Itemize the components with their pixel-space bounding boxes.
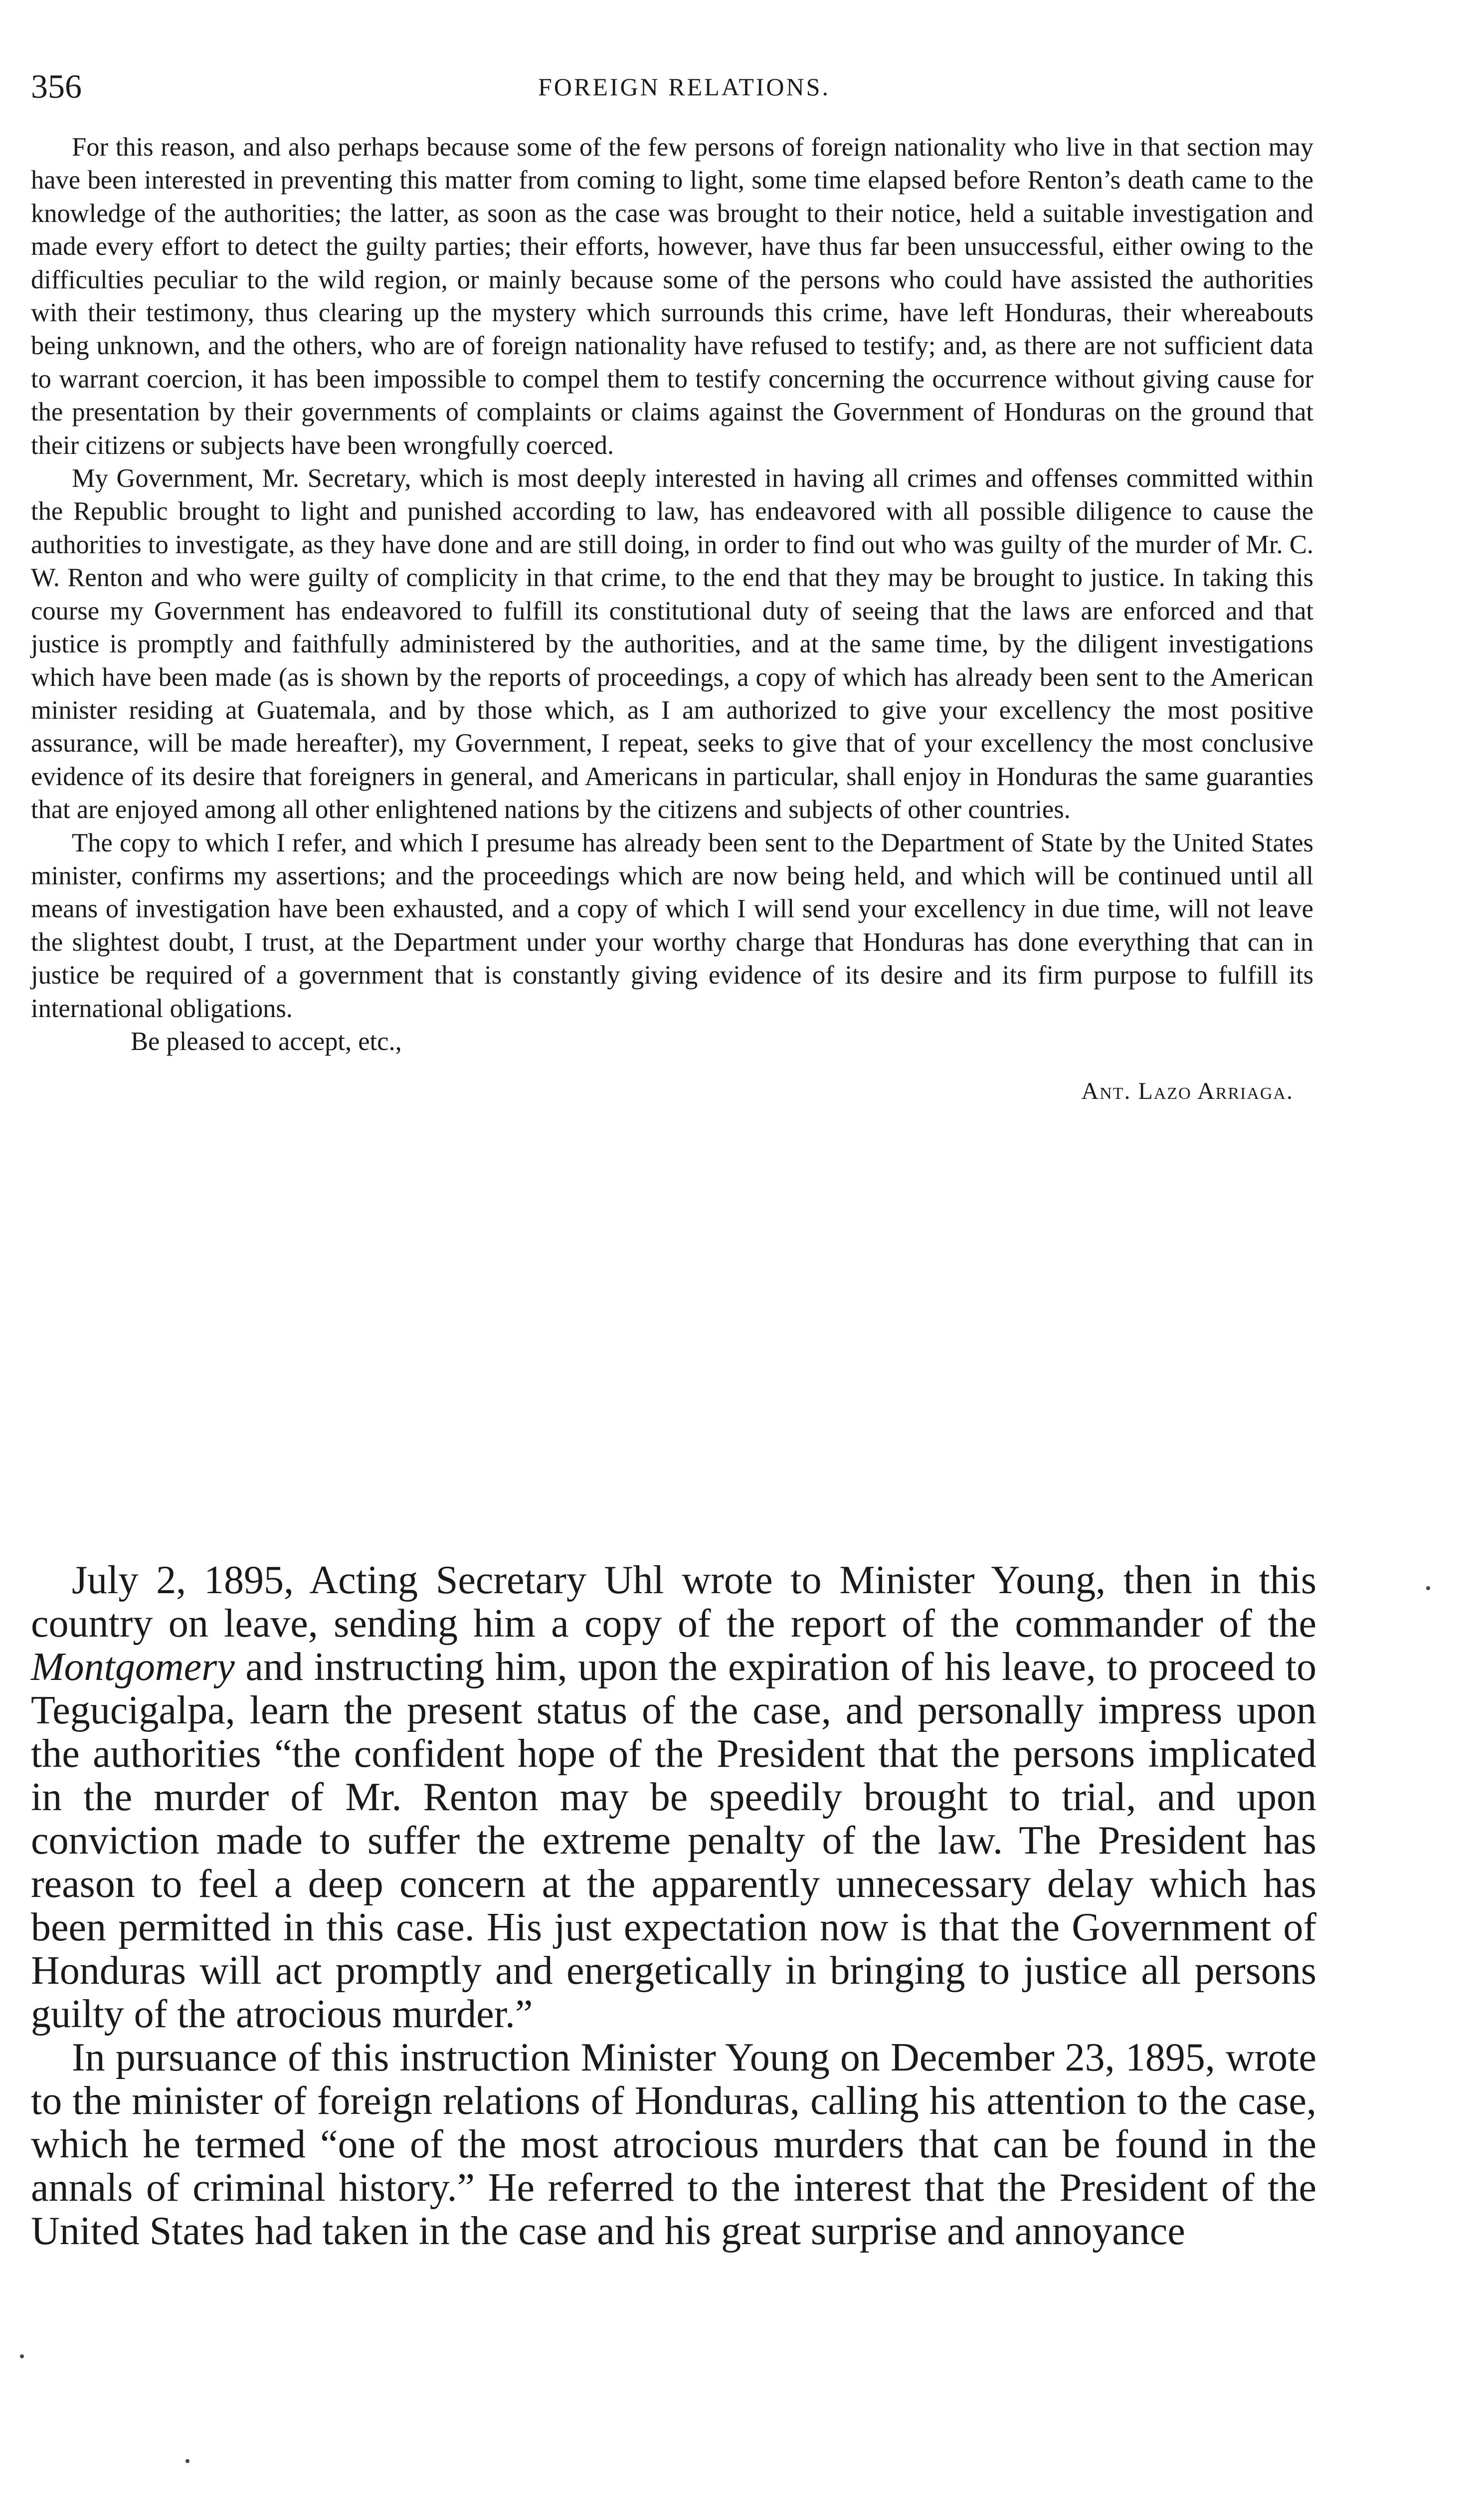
stray-mark — [186, 2459, 189, 2463]
narrative-text: July 2, 1895, Acting Secretary Uhl wrote to Minister Young, then in this country on leave, sending him a copy of the report of the commander of the — [31, 1558, 1316, 1646]
letter-signature — [31, 1075, 1313, 1108]
page-number: 356 — [31, 67, 82, 105]
narrative-paragraph: In pursuance of this instruction Minister Young on December 23, 1895, wrote to the minister of foreign relations of Honduras, calling his attention to the case, which he termed “one of the most atrocious murders that can be found in the annals of criminal history.” He referred to the interest that the President of the United States had taken in the case and his great surprise and annoyance — [31, 2036, 1316, 2253]
running-head — [31, 64, 1337, 109]
letter-paragraph: The copy to which I refer, and which I presume has already been sent to the Department of State by the United States minister, confirms my assertions; and the proceedings which are now being held, and which will be continued until all means of investigation have been exhausted, and a copy of which I will send your excellency in due time, will not leave the slightest doubt, I trust, at the Department under your worthy charge that Honduras has done everything that can in justice be required of a government that is constantly giving evidence of its desire and its firm purpose to fulfill its international obligations. — [31, 828, 1313, 1023]
narrative-text: and instructing him, upon the expiration of his leave, to proceed to Tegucigalpa, learn the present status of the case, and personally impress upon the authorities “the confident hope of the President that the persons implicated in the murder of Mr. Renton may be speedily brought to trial, and upon conviction made to suffer the extreme penalty of the law. The President has reason to feel a deep concern at the apparently unnecessary delay which has been permitted in this case. His just expectation now is that the Government of Honduras will act promptly and energetically in bringing to justice all persons guilty of the atrocious murder.” — [31, 1645, 1317, 2036]
signature-name: Ant. Lazo Arriaga. — [1081, 1078, 1294, 1105]
stray-mark — [1426, 1586, 1430, 1590]
running-title: FOREIGN RELATIONS. — [538, 73, 830, 101]
letter-paragraph: My Government, Mr. Secretary, which is most deeply interested in having all crimes and offenses committed within the Republic brought to light and punished according to law, has endeavored with all possible diligence to cause the authorities to investigate, as they have done and are still doing, in order to find out who was guilty of the murder of Mr. C. W. Renton and who were guilty of complicity in that crime, to the end that they may be brought to justice. In taking this course my Government has endeavored to fulfill its constitutional duty of seeing that the laws are enforced and that justice is promptly and faithfully administered by the authorities, and at the same time, by the diligent investigations which have been made (as is shown by the reports of proceedings, a copy of which has already been sent to the American minister residing at Guatemala, and by those which, as I am authorized to give your excellency the most positive assurance, will be made hereafter), my Government, I repeat, seeks to give that of your excellency the most conclusive evidence of its desire that foreigners in general, and Americans in particular, shall enjoy in Honduras the same guaranties that are enjoyed among all other enlightened nations by the citizens and subjects of other countries. — [31, 464, 1313, 825]
letter-closing: Be pleased to accept, etc., — [131, 1027, 402, 1056]
stray-mark — [20, 2354, 24, 2358]
narrative-body — [31, 1559, 1316, 2253]
narrative-paragraph — [31, 1559, 1316, 2036]
letter-paragraph: For this reason, and also perhaps because some of the few persons of foreign nationality who live in that section may have been interested in preventing this matter from coming to light, some time elapsed before Renton’s death came to the knowledge of the authorities; the latter, as soon as the case was brought to their notice, held a suitable investigation and made every effort to detect the guilty parties; their efforts, however, have thus far been unsuccessful, either owing to the difficulties peculiar to the wild region, or mainly because some of the persons who could have assisted the authorities with their testimony, thus clearing up the mystery which surrounds this crime, have left Honduras, their whereabouts being unknown, and the others, who are of foreign nationality have refused to testify; and, as there are not sufficient data to warrant coercion, it has been impossible to compel them to testify concerning the occurrence without giving cause for the presentation by their governments of complaints or claims against the Government of Honduras on the ground that their citizens or subjects have been wrongfully coerced. — [31, 133, 1313, 460]
letter-body — [31, 131, 1313, 1108]
ship-name: Montgomery — [31, 1645, 235, 1689]
